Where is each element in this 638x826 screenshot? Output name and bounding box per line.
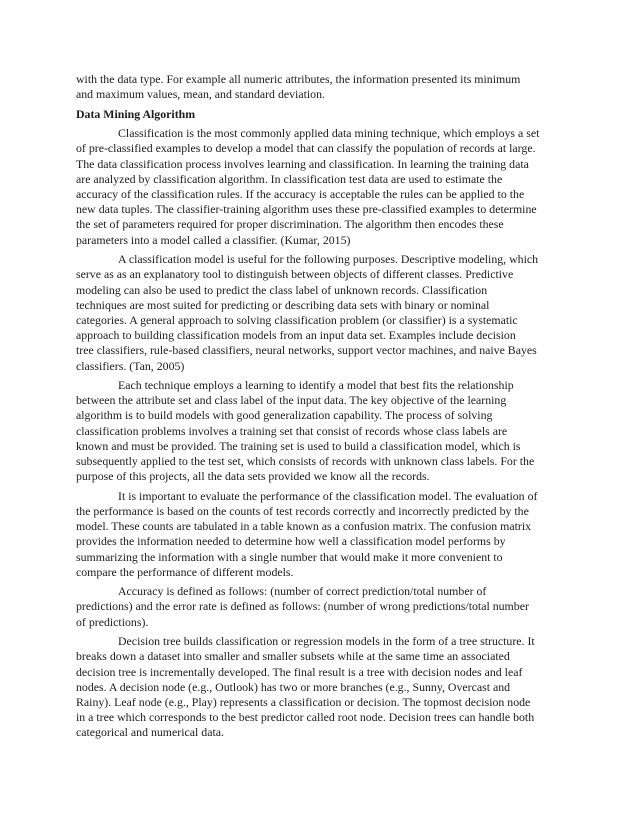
text-line: breaks down a dataset into smaller and smaller subsets while at the same time an associated <box>76 649 510 664</box>
text-line: subsequently applied to the test set, which consists of records with unknown class labels. For the <box>76 454 535 469</box>
paragraph-classification <box>76 126 566 248</box>
text-line: between the attribute set and class label of the input data. The key objective of the learning <box>76 393 507 408</box>
paragraph-evaluation <box>76 489 566 580</box>
text-line: It is important to evaluate the performance of the classification model. The evaluation of <box>118 488 538 503</box>
section-heading: Data Mining Algorithm <box>76 106 196 121</box>
text-line: nodes. A decision node (e.g., Outlook) has two or more branches (e.g., Sunny, Overcast and <box>76 679 511 694</box>
text-line: of predictions). <box>76 614 149 629</box>
text-line: are analyzed by classification algorithm. In classification test data are used to estimate the <box>76 171 503 186</box>
text-line: the performance is based on the counts of test records correctly and incorrectly predicted by the <box>76 503 529 518</box>
text-line: purpose of this projects, all the data sets provided we know all the records. <box>76 469 430 484</box>
text-line: classification problems involves a training set that consist of records whose class labels are <box>76 423 508 438</box>
paragraph-decision-tree <box>76 634 566 740</box>
text-line: Rainy). Leaf node (e.g., Play) represents a classification or decision. The topmost decision node <box>76 695 531 709</box>
text-line: known and must be provided. The training set is used to build a classification model, which is <box>76 438 521 453</box>
text-line: new data tuples. The classifier-training algorithm uses these pre-classified examples to determine <box>76 202 537 217</box>
text-line: with the data type. For example all numeric attributes, the information presented its minimum <box>76 72 521 86</box>
text-line: algorithm is to build models with good generalization capability. The process of solving <box>76 408 493 423</box>
text-line: categorical and numerical data. <box>76 725 224 740</box>
text-line: Decision tree builds classification or regression models in the form of a tree structure. It <box>118 634 535 649</box>
text-line: A classification model is useful for the following purposes. Descriptive modeling, which <box>118 252 539 267</box>
text-line: in a tree which corresponds to the best predictor called root node. Decision trees can handle both <box>76 710 535 725</box>
text-line: predictions) and the error rate is defined as follows: (number of wrong predictions/total number <box>76 599 529 614</box>
text-line: accuracy of the classification rules. If the accuracy is acceptable the rules can be applied to the <box>76 187 525 202</box>
text-line: tree classifiers, rule-based classifiers, neural networks, support vector machines, and naive Bayes <box>76 343 537 358</box>
text-line: categories. A general approach to solving classification problem (or classifier) is a systematic <box>76 312 518 327</box>
text-line: summarizing the information with a single number that would make it more convenient to <box>76 549 503 564</box>
text-line: model. These counts are tabulated in a table known as a confusion matrix. The confusion matrix <box>76 519 532 534</box>
text-line: serve as as an explanatory tool to distinguish between objects of different classes. Predictive <box>76 267 514 282</box>
text-line: of pre-classified examples to develop a model that can classify the population of records at large. <box>76 141 536 156</box>
text-line: Accuracy is defined as follows: (number of correct prediction/total number of <box>118 584 487 599</box>
paragraph-accuracy <box>76 584 566 630</box>
text-line: decision tree is incrementally developed. The final result is a tree with decision nodes and leaf <box>76 664 523 679</box>
text-line: Each technique employs a learning to identify a model that best fits the relationship <box>118 378 514 393</box>
text-line: provides the information needed to determine how well a classification model performs by <box>76 534 506 549</box>
document-page <box>76 72 566 741</box>
text-line: classifiers. (Tan, 2005) <box>76 358 185 373</box>
text-line: and maximum values, mean, and standard deviation. <box>76 87 325 102</box>
text-line: parameters into a model called a classifier. (Kumar, 2015) <box>76 232 351 247</box>
text-line: Classification is the most commonly applied data mining technique, which employs a set <box>118 126 540 141</box>
text-line: techniques are most suited for predicting or describing data sets with binary or nominal <box>76 297 490 312</box>
text-line: approach to building classification models from an input data set. Examples include decision <box>76 328 516 343</box>
paragraph-learning-technique <box>76 378 566 484</box>
text-line: The data classification process involves learning and classification. In learning the training data <box>76 156 529 171</box>
text-line: the set of parameters required for proper discrimination. The algorithm then encodes these <box>76 217 504 232</box>
intro-paragraph <box>76 72 566 102</box>
text-line: compare the performance of different models. <box>76 564 294 579</box>
text-line: modeling can also be used to predict the class label of unknown records. Classification <box>76 282 488 297</box>
paragraph-classification-model <box>76 252 566 374</box>
